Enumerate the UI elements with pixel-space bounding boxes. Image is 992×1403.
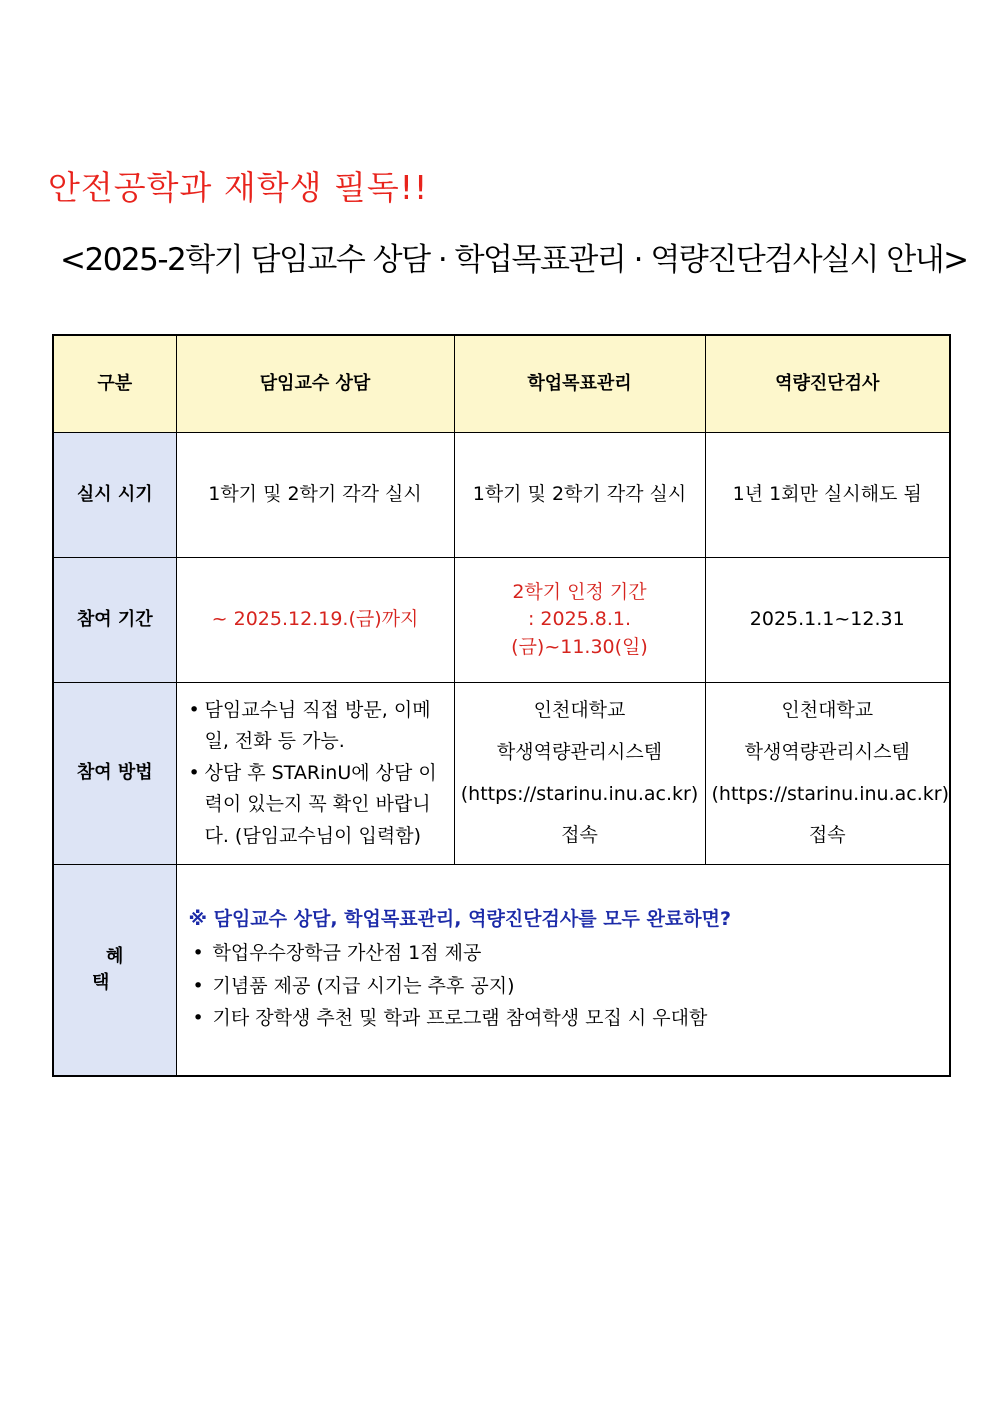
- page-headline: 안전공학과 재학생 필독!!: [48, 168, 429, 207]
- benefit-content: [176, 865, 950, 1077]
- time-counsel: 1학기 및 2학기 각각 실시: [176, 433, 454, 558]
- benefit-item: • 기타 장학생 추천 및 학과 프로그램 참여학생 모집 시 우대함: [189, 1002, 938, 1034]
- method-competency-line: (https://starinu.inu.ac.kr): [711, 782, 949, 805]
- time-competency: 1년 1회만 실시해도 됨: [705, 433, 950, 558]
- time-goal: 1학기 및 2학기 각각 실시: [454, 433, 705, 558]
- row-label-benefit-text: 혜택: [92, 945, 152, 993]
- benefit-item: • 기념품 제공 (지급 시기는 추후 공지): [189, 970, 938, 1002]
- period-counsel: ~ 2025.12.19.(금)까지: [176, 558, 454, 683]
- method-counsel-list: [183, 695, 448, 852]
- table-header-row: [53, 335, 950, 433]
- header-counsel: 담임교수 상담: [176, 335, 454, 433]
- method-counsel-item: • 상담 후 STARinU에 상담 이력이 있는지 꼭 확인 바랍니다. (담임교수님이 입력함): [183, 758, 448, 852]
- method-goal-line: (https://starinu.inu.ac.kr): [460, 782, 699, 805]
- header-category: 구분: [53, 335, 176, 433]
- period-goal-line1: 2학기 인정 기간: [512, 580, 647, 603]
- page-subtitle: <2025-2학기 담임교수 상담 · 학업목표관리 · 역량진단검사실시 안내>: [60, 242, 968, 278]
- benefit-list: [189, 937, 938, 1034]
- period-competency: 2025.1.1~12.31: [705, 558, 950, 683]
- period-goal-line2: : 2025.8.1.(금)~11.30(일): [511, 608, 648, 658]
- method-competency-line: 인천대학교: [781, 698, 874, 721]
- row-label-benefit: [53, 865, 176, 1077]
- header-goal: 학업목표관리: [454, 335, 705, 433]
- benefit-item: • 학업우수장학금 가산점 1점 제공: [189, 937, 938, 969]
- row-label-method: 참여 방법: [53, 683, 176, 865]
- method-goal-line: 학생역량관리시스템: [496, 740, 663, 763]
- method-counsel-item: • 담임교수님 직접 방문, 이메일, 전화 등 가능.: [183, 695, 448, 758]
- method-counsel: [176, 683, 454, 865]
- method-competency-line: 접속: [808, 824, 846, 847]
- method-competency: [705, 683, 950, 865]
- header-competency: 역량진단검사: [705, 335, 950, 433]
- table-row-benefit: [53, 865, 950, 1077]
- method-goal-line: 인천대학교: [533, 698, 626, 721]
- method-competency-line: 학생역량관리시스템: [744, 740, 910, 763]
- info-table: [52, 334, 951, 1077]
- row-label-period: 참여 기간: [53, 558, 176, 683]
- table-row-method: [53, 683, 950, 865]
- period-goal: [454, 558, 705, 683]
- table-row-time: [53, 433, 950, 558]
- benefit-note: ※ 담임교수 상담, 학업목표관리, 역량진단검사를 모두 완료하면?: [188, 907, 731, 930]
- method-goal: [454, 683, 705, 865]
- row-label-time: 실시 시기: [53, 433, 176, 558]
- table-row-period: [53, 558, 950, 683]
- method-goal-line: 접속: [561, 824, 598, 847]
